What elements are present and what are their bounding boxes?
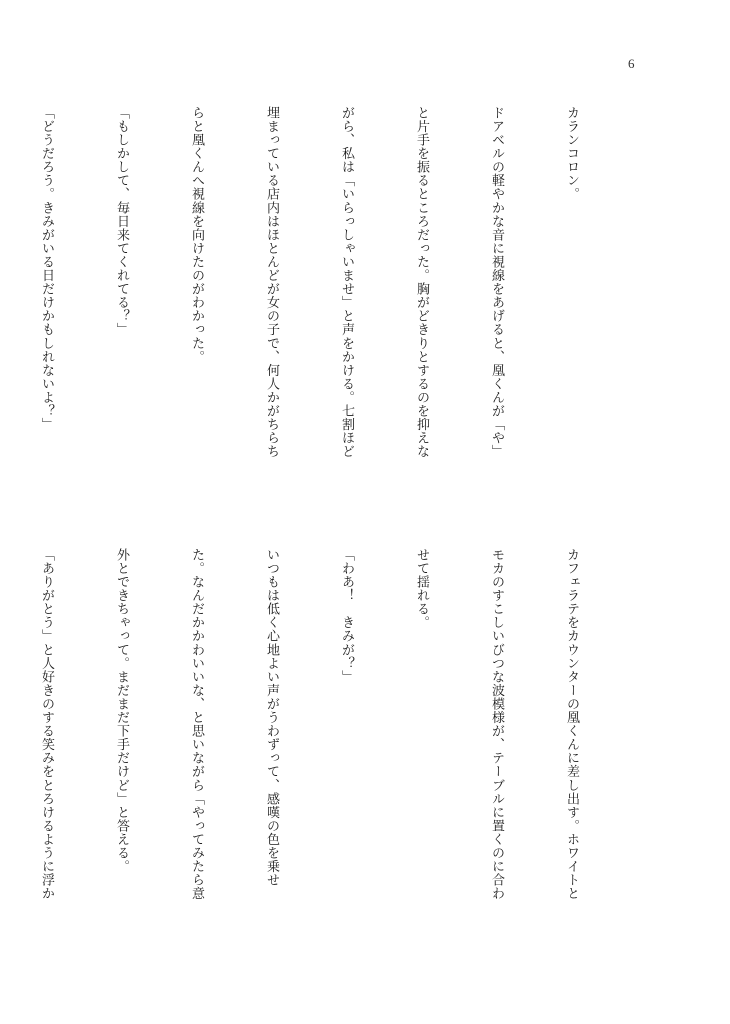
text-block-top: [0, 106, 634, 511]
text-line: モカのすこしいびつな波模様が、テーブルに置くのに合わ: [489, 548, 504, 901]
text-line: 「ありがとう」と人好きのする笑みをとろけるように浮か: [39, 548, 54, 901]
text-line: た。なんだかかわいいな、と思いながら「やってみたら意: [189, 548, 204, 901]
text-line: がら、私は「いらっしゃいませ」と声をかける。七割ほど: [339, 106, 354, 459]
text-line: 「わあ！ きみが？」: [339, 548, 354, 684]
page-number: 6: [628, 56, 635, 71]
text-line: カランコロン。: [564, 106, 579, 201]
text-line: 埋まっている店内はほとんどが女の子で、何人かがちらち: [264, 106, 279, 459]
text-line: せて揺れる。: [414, 548, 429, 630]
text-line: らと凰くんへ視線を向けたのがわかった。: [189, 106, 204, 364]
text-line: と片手を振るところだった。胸がどきりとするのを抑えな: [414, 106, 429, 459]
text-line: 「もしかして、毎日来てくれてる？」: [114, 106, 129, 337]
text-line: いつもは低く心地よい声がうわずって、感嘆の色を乗せ: [264, 548, 279, 887]
text-line: 外とできちゃって。まだまだ下手だけど」と答える。: [114, 548, 129, 874]
text-line: カフェラテをカウンターの凰くんに差し出す。ホワイトと: [564, 548, 579, 901]
text-line: ドアベルの軽やかな音に視線をあげると、凰くんが「や」: [489, 106, 504, 459]
text-line: 「どうだろう。きみがいる日だけかもしれないよ？」: [39, 106, 54, 432]
text-block-bottom: [0, 548, 634, 953]
